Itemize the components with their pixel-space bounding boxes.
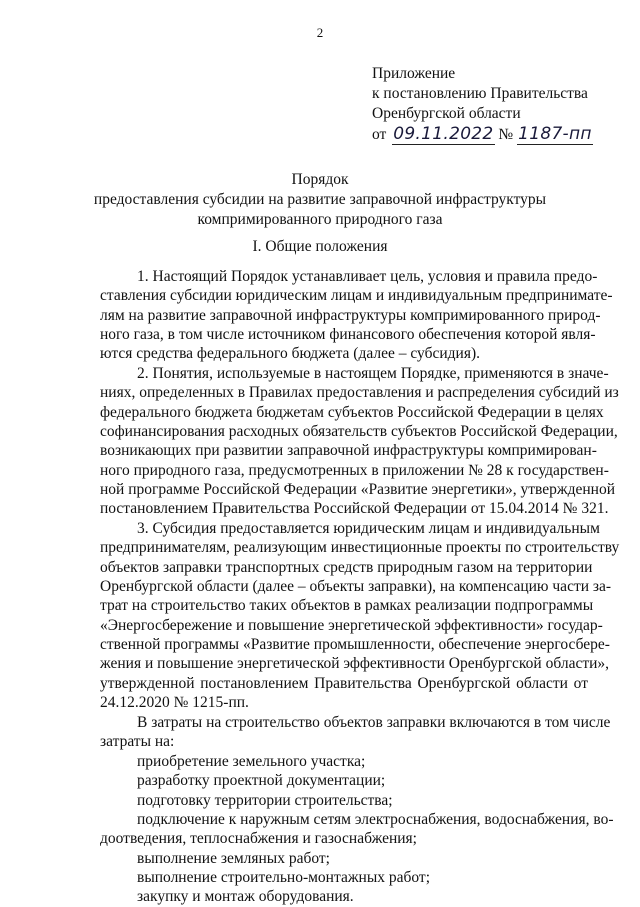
appendix-region: Оренбургской области [372,105,521,122]
text-line: жения и повышение энергетической эффективности Оренбургской области», [100,655,610,673]
text-line: «Энергосбережение и повышение энергетической эффективности» государ- [100,616,603,634]
appendix-date-line [372,124,593,144]
title-line-2: предоставления субсидии на развитие заправочной инфраструктуры [93,191,547,208]
handwritten-number: 1187-пп [518,124,592,144]
text-line: объектов заправки транспортных средств природным газом на территории [100,558,593,576]
title-line-1: Порядок [291,171,349,188]
text-line: 3. Субсидия предоставляется юридическим лицам и индивидуальным [137,520,600,537]
appendix-label: Приложение [372,65,456,82]
list-item: выполнение строительно-монтажных работ; [137,869,431,887]
title-line-3: компримированного природного газа [197,211,443,228]
text-line: затраты на: [100,733,175,751]
text-line: утвержденной постановлением Правительства Оренбургской области от [100,674,588,692]
text-line: софинансирования расходных обязательств субъектов Российской Федерации, [100,423,618,441]
text-line: 2. Понятия, используемые в настоящем Порядке, применяются в значе- [137,365,609,382]
paragraph-1 [100,267,613,364]
document-title [0,170,640,230]
text-line: предпринимателям, реализующим инвестиционные проекты по строительству [100,539,620,557]
text-line: ной программе Российской Федерации «Развитие энергетики», утвержденной [100,481,616,499]
page-number: 2 [316,25,324,40]
text-line: ниях, определенных в Правилах предоставления и распределения субсидий из [100,384,619,402]
text-line: ются средства федерального бюджета (далее – субсидия). [100,345,480,363]
cost-list [100,752,614,907]
text-line: ного газа, в том числе источником финансового обеспечения которой явля- [100,326,596,344]
list-item: доотведения, теплоснабжения и газоснабжения; [100,830,417,848]
list-item: разработку проектной документации; [137,772,386,790]
list-item: выполнение земляных работ; [137,849,330,867]
text-line: Оренбургской области (далее – объекты заправки), на компенсацию части за- [100,578,612,596]
text-line: ственной программы «Развитие промышленности, обеспечение энергосбере- [100,636,610,654]
text-line: В затраты на строительство объектов заправки включаются в том числе [137,714,611,731]
text-line: ного природного газа, предусмотренных в приложении № 28 к государствен- [100,461,609,479]
text-line: федерального бюджета бюджетам субъектов Российской Федерации в целях [100,403,604,421]
paragraph-4 [100,713,611,752]
list-item: закупку и монтаж оборудования. [137,888,354,906]
date-prefix: от [372,126,387,143]
list-item: приобретение земельного участка; [137,753,366,770]
list-item: подготовку территории строительства; [137,791,393,809]
text-line: 24.12.2020 № 1215-пп. [100,694,249,712]
section-heading: I. Общие положения [252,238,388,255]
text-line: постановлением Правительства Российской Федерации от 15.04.2014 № 321. [100,500,609,518]
number-sign: № [498,126,514,143]
text-line: трат на строительство таких объектов в рамках реализации подпрограммы [100,597,594,615]
text-line: ставления субсидии юридическим лицам и индивидуальным предпринимате- [100,287,613,305]
text-line: возникающих при развитии заправочной инфраструктуры компримирован- [100,442,597,460]
paragraph-2 [100,364,619,519]
text-line: 1. Настоящий Порядок устанавливает цель, условия и правила предо- [137,268,598,285]
handwritten-date: 09.11.2022 [393,124,494,144]
appendix-resolution: к постановлению Правительства [372,85,588,102]
paragraph-3 [100,519,620,712]
text-line: лям на развитие заправочной инфраструктуры компримированного природ- [100,306,601,324]
list-item: подключение к наружным сетям электроснабжения, водоснабжения, во- [137,811,614,829]
appendix-block [372,64,593,144]
